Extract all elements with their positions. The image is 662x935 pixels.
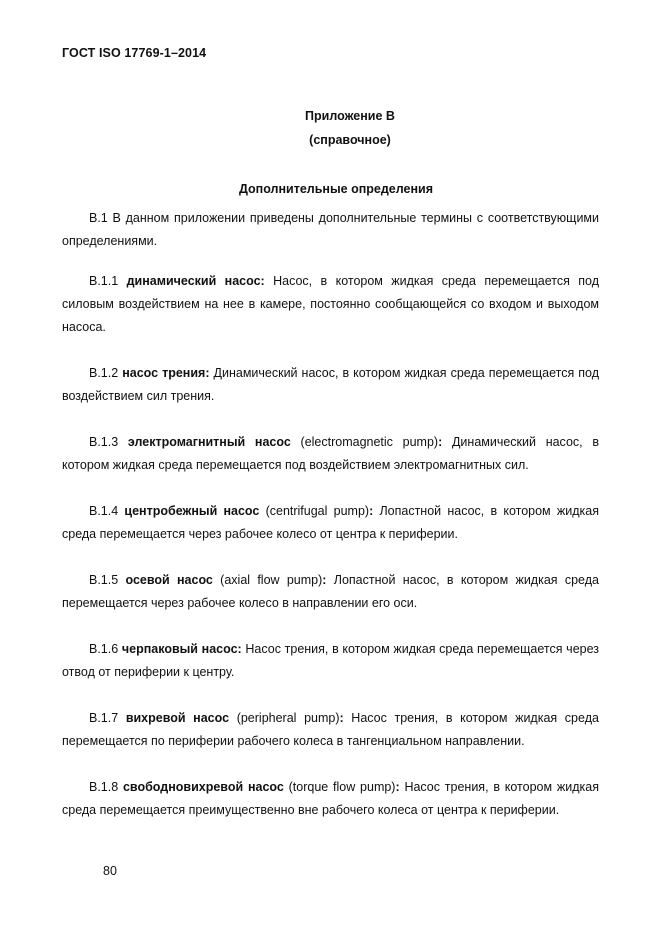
definition-b-1-6 (62, 638, 599, 684)
definition-number: В.1.2 (89, 366, 119, 380)
definition-term: черпаковый насос: (121, 642, 242, 656)
definition-term: центробежный насос (124, 504, 260, 518)
definition-english-term: (centrifugal pump) (265, 504, 370, 518)
definition-english-term: (axial flow pump) (220, 573, 323, 587)
definition-number: В.1.4 (89, 504, 119, 518)
definition-text: Динамический насос, в котором жидкая среда перемещается под воздействием электромагнитных сил. (62, 435, 599, 472)
definition-b-1-8: В.1.8 свободновихревой насос (torque flow pump): Насос трения, в котором жидкая среда перемещается преимущественно вне рабочего колеса от центра к периферии. (62, 780, 599, 817)
definition-text: Насос, в котором жидкая среда перемещается под силовым воздействием на нее в камере, постоянно сообщающейся со входом и выходом насоса. (62, 274, 599, 334)
definition-term: вихревой насос (125, 711, 230, 725)
definition-term: свободновихревой насос (122, 780, 284, 794)
definition-b-1-4: В.1.4 центробежный насос (centrifugal pump): Лопастной насос, в котором жидкая среда перемещается через рабочее колесо от центра к периферии. (62, 504, 599, 541)
definition-b-1-5: В.1.5 осевой насос (axial flow pump): Лопастной насос, в котором жидкая среда перемещается через рабочее колесо в направлении его оси. (62, 573, 599, 610)
definition-b-1-2 (62, 362, 599, 408)
definition-term: осевой насос (125, 573, 213, 587)
appendix-title: Приложение В (305, 109, 395, 123)
definition-english-term: (torque flow pump) (288, 780, 396, 794)
page-number: 80 (103, 864, 117, 878)
definition-number: В.1.3 (89, 435, 119, 449)
definition-term: насос трения: (122, 366, 210, 380)
definition-b-1-1 (62, 270, 599, 339)
section-heading: Дополнительные определения (238, 182, 433, 196)
standard-header: ГОСТ ISO 17769-1–2014 (62, 46, 207, 60)
definition-number: В.1.5 (89, 573, 119, 587)
definition-term: электромагнитный насос (127, 435, 291, 449)
definition-english-term: (peripheral pump) (236, 711, 340, 725)
definition-text: Динамический насос, в котором жидкая среда перемещается под воздействием сил трения. (62, 366, 599, 403)
definition-b-1-7: В.1.7 вихревой насос (peripheral pump): Насос трения, в котором жидкая среда перемещается по периферии рабочего колеса в тангенциальном направлении. (62, 711, 599, 748)
definition-number: В.1.1 (89, 274, 119, 288)
definition-b-1-3: В.1.3 электромагнитный насос (electromagnetic pump): Динамический насос, в котором жидкая среда перемещается под воздействием электромагнитных сил. (62, 435, 599, 472)
definition-term: динамический насос: (126, 274, 265, 288)
definition-number: В.1.7 (89, 711, 119, 725)
definition-text: Лопастной насос, в котором жидкая среда перемещается через рабочее колесо в направлении его оси. (62, 573, 599, 610)
definition-number: В.1.8 (89, 780, 119, 794)
definition-english-term: (electromagnetic pump) (300, 435, 439, 449)
definition-text: Насос трения, в котором жидкая среда перемещается по периферии рабочего колеса в тангенциальном направлении. (62, 711, 599, 748)
intro-paragraph: В.1 В данном приложении приведены дополнительные термины с соответствующими определениями. (62, 211, 599, 248)
definition-text: Насос трения, в котором жидкая среда перемещается через отвод от периферии к центру. (62, 642, 600, 679)
definition-text: Насос трения, в котором жидкая среда перемещается преимущественно вне рабочего колеса от центра к периферии. (62, 780, 599, 817)
appendix-subtitle: (справочное) (309, 133, 391, 147)
definition-text: Лопастной насос, в котором жидкая среда перемещается через рабочее колесо от центра к периферии. (62, 504, 599, 541)
definition-number: В.1.6 (89, 642, 119, 656)
